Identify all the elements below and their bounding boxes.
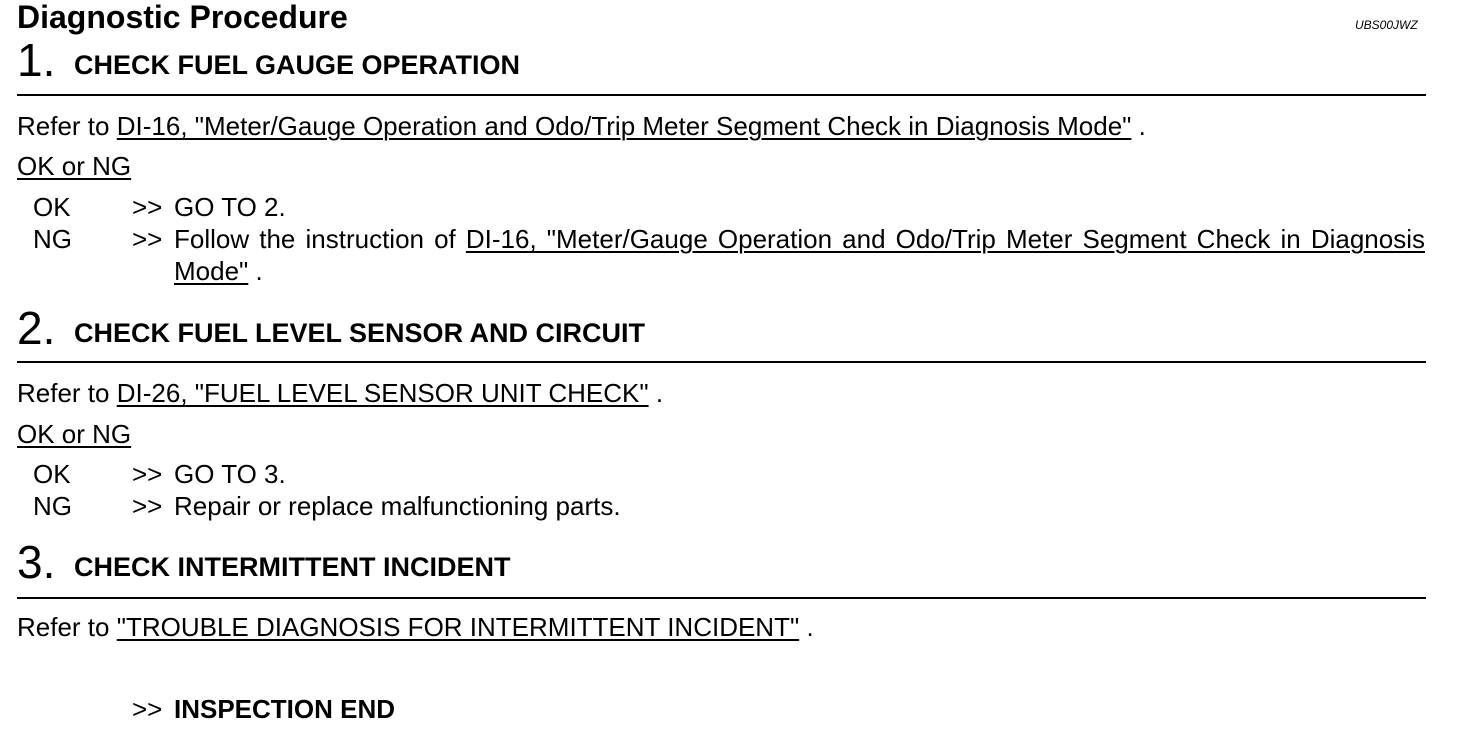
step-2-title: CHECK FUEL LEVEL SENSOR AND CIRCUIT xyxy=(74,318,646,348)
step-1-ng-link[interactable]: DI-16, "Meter/Gauge Operation and Odo/Trip Meter Segment Check in Diagnosis Mode" xyxy=(174,224,1425,286)
step-3-title: CHECK INTERMITTENT INCIDENT xyxy=(74,552,511,582)
step-1-divider xyxy=(17,94,1426,96)
step-1-ng-label: NG xyxy=(33,224,72,254)
step-2-number: 2. xyxy=(17,302,56,354)
step-2-ng-arrow: >> xyxy=(132,491,163,521)
step-2-refer-suffix: . xyxy=(655,378,664,408)
step-1-refer xyxy=(17,110,1146,142)
step-2-refer-link[interactable]: DI-26, "FUEL LEVEL SENSOR UNIT CHECK" xyxy=(116,378,649,408)
step-3-number: 3. xyxy=(17,536,56,588)
step-1-ng-arrow: >> xyxy=(132,224,163,254)
step-2-ok-label: OK xyxy=(33,459,71,489)
step-1-ok-label: OK xyxy=(33,192,71,222)
step-1-ng-action xyxy=(174,223,1425,287)
step-1-ok-action: GO TO 2. xyxy=(174,192,286,222)
step-2-ok-arrow: >> xyxy=(132,459,163,489)
document-code: UBS00JWZ xyxy=(1355,18,1418,32)
step-2-refer-prefix: Refer to xyxy=(17,378,110,408)
step-1-refer-link[interactable]: DI-16, "Meter/Gauge Operation and Odo/Trip Meter Segment Check in Diagnosis Mode" xyxy=(116,111,1132,141)
step-1-refer-suffix: . xyxy=(1138,111,1146,141)
step-3-refer xyxy=(17,611,814,643)
step-1-refer-prefix: Refer to xyxy=(17,111,110,141)
step-3-refer-link[interactable]: "TROUBLE DIAGNOSIS FOR INTERMITTENT INCIDENT" xyxy=(116,612,800,642)
step-2-ng-label: NG xyxy=(33,491,72,521)
step-1-ok-arrow: >> xyxy=(132,192,163,222)
page-title: Diagnostic Procedure xyxy=(17,0,348,35)
step-3-refer-prefix: Refer to xyxy=(17,612,110,642)
step-1-ng-suffix: . xyxy=(255,256,263,286)
step-3-end-arrow: >> xyxy=(132,694,163,724)
step-1-title: CHECK FUEL GAUGE OPERATION xyxy=(74,50,521,80)
step-3-refer-suffix: . xyxy=(806,612,814,642)
step-1-result-label: OK or NG xyxy=(17,151,132,181)
step-3-divider xyxy=(17,597,1426,599)
step-1-ng-prefix: Follow the instruction of xyxy=(174,224,456,254)
step-2-divider xyxy=(17,361,1426,363)
step-2-ok-action: GO TO 3. xyxy=(174,459,286,489)
step-2-result-label: OK or NG xyxy=(17,419,132,449)
step-2-refer xyxy=(17,377,663,409)
step-2-ng-action: Repair or replace malfunctioning parts. xyxy=(174,491,621,521)
step-3-end-label: INSPECTION END xyxy=(174,694,396,724)
step-1-number: 1. xyxy=(17,34,56,86)
